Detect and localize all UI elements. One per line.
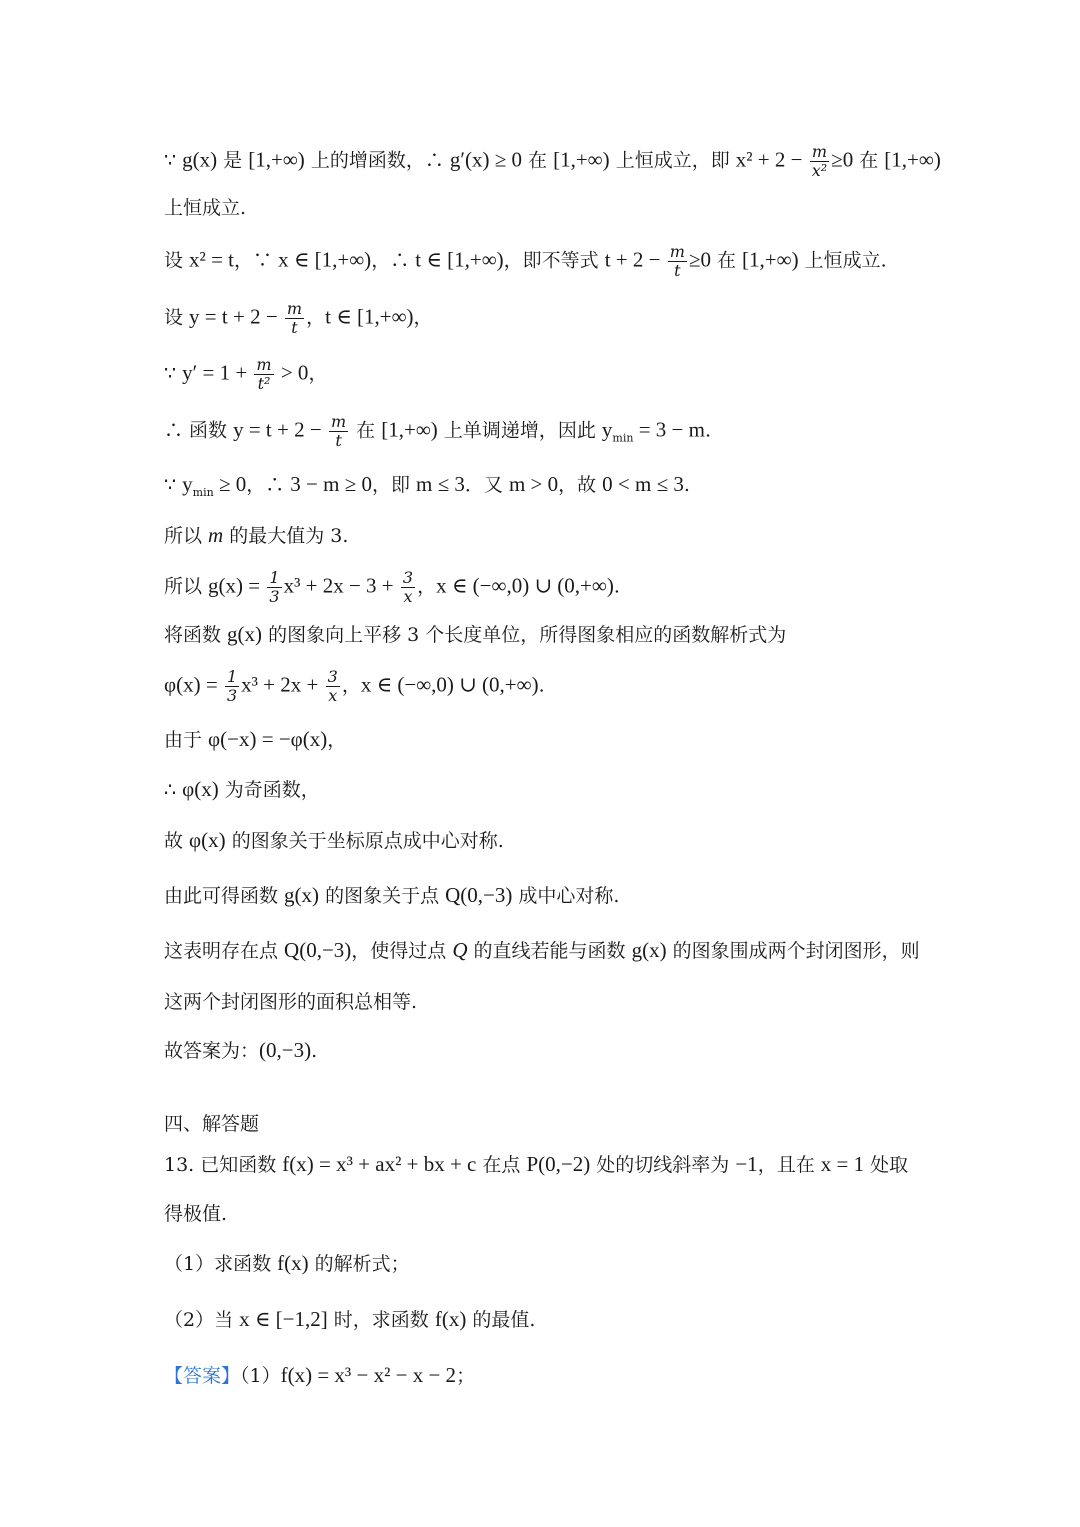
seg: 在点: [476, 1154, 527, 1176]
seg: 设: [164, 306, 190, 329]
math: y: [182, 472, 193, 496]
math: x ∈ (−∞,0) ∪ (0,+∞): [436, 573, 614, 598]
math: x³ + 2x +: [241, 672, 324, 697]
denominator: x²: [811, 161, 828, 180]
seg: 的图象向上平移 3 个长度单位，所得图象相应的函数解析式为: [262, 624, 787, 646]
fraction: [254, 356, 273, 393]
math: m: [208, 523, 224, 547]
numerator: 1: [269, 568, 280, 587]
text-line-2: [164, 194, 246, 222]
text-line-11: [164, 668, 545, 705]
question-13: [164, 1150, 908, 1179]
math: φ(x) =: [164, 672, 223, 697]
seg: ，且在: [757, 1154, 821, 1176]
seg: （1）: [240, 1365, 281, 1387]
fraction: [285, 300, 304, 337]
seg: 的解析式；: [308, 1253, 410, 1275]
math: g(x) =: [208, 573, 266, 598]
seg: ，: [308, 362, 328, 385]
numerator: m: [669, 242, 685, 261]
math: g′(x) ≥ 0: [449, 147, 522, 172]
seg: ，: [327, 729, 347, 751]
text-line-15: [164, 881, 619, 910]
seg: .: [538, 674, 545, 697]
seg: 在: [522, 149, 554, 172]
seg: 是: [217, 149, 249, 172]
math: φ(x): [189, 828, 226, 852]
section-heading: [164, 1110, 259, 1138]
seg: 时，求函数: [327, 1309, 435, 1331]
seg: 四、解答题: [164, 1113, 260, 1135]
math: Q(0,−3): [445, 883, 513, 907]
math: Q(0,−3): [284, 938, 352, 962]
seg: ∵: [164, 362, 183, 385]
seg: 这表明存在点: [164, 940, 285, 962]
seg: ，∵: [234, 249, 279, 272]
math: y′ = 1 +: [182, 360, 253, 385]
seg: 13. 已知函数: [164, 1154, 283, 1176]
text-line-10: [164, 620, 786, 649]
math: 3 − m ≥ 0: [290, 472, 372, 496]
text-line-6: [164, 413, 711, 452]
seg: 上恒成立.: [798, 249, 887, 272]
text-line-7: [164, 470, 690, 507]
math: x² + 2 −: [735, 147, 808, 172]
text-line-13: [164, 775, 320, 804]
math: m ≤ 3: [416, 472, 465, 496]
text-line-5: [164, 356, 327, 393]
text-line-8: [164, 521, 348, 550]
fraction: [225, 668, 239, 705]
seg: 处取: [864, 1154, 909, 1176]
math: φ(−x) = −φ(x): [208, 727, 328, 751]
subscript: min: [192, 485, 214, 499]
math: g(x): [631, 938, 667, 962]
seg: .: [704, 419, 712, 442]
fraction: [668, 243, 687, 280]
seg: ，: [306, 306, 326, 329]
text-line-18: [164, 1036, 317, 1065]
math: g(x): [182, 147, 218, 172]
seg: 的最值.: [466, 1309, 536, 1331]
math: f(x): [277, 1251, 309, 1275]
denominator: x: [403, 587, 413, 606]
seg: ，即不等式: [503, 249, 605, 272]
math: t ∈ [1,+∞): [415, 247, 504, 272]
seg: 由此可得函数: [164, 885, 285, 907]
numerator: m: [810, 143, 829, 162]
answer-tag: 【答案】: [164, 1365, 241, 1387]
text-line-9: [164, 569, 620, 606]
seg: ；: [456, 1365, 476, 1387]
fraction: [329, 413, 348, 450]
seg: 为奇函数，: [218, 779, 320, 801]
denominator: x: [328, 686, 338, 705]
math: [1,+∞): [884, 147, 941, 172]
denominator: t²: [257, 374, 271, 393]
math: t + 2 −: [604, 247, 666, 272]
math: ≥ 0: [213, 472, 247, 496]
math: [1,+∞): [742, 247, 799, 272]
seg: ，: [341, 674, 361, 697]
seg: 处的切线斜率为: [590, 1154, 736, 1176]
denominator: t: [335, 431, 342, 450]
numerator: 1: [226, 667, 238, 686]
seg: ∵: [164, 149, 183, 172]
math: −1: [735, 1152, 758, 1176]
math: ≥0: [831, 147, 854, 172]
math: φ(x): [182, 777, 219, 801]
seg: 故: [164, 830, 190, 852]
seg: ，使得过点: [351, 940, 453, 962]
numerator: 3: [327, 667, 338, 686]
seg: ，故: [558, 474, 603, 496]
seg: ，: [417, 575, 437, 598]
seg: 的图象关于坐标原点成中心对称.: [225, 830, 504, 852]
seg: （1）求函数: [164, 1253, 278, 1275]
seg: 上恒成立，即: [609, 149, 736, 172]
math: f(x) = x³ + ax² + bx + c: [282, 1152, 477, 1176]
seg: 这两个封闭图形的面积总相等.: [164, 991, 418, 1013]
seg: ∵: [164, 474, 183, 496]
math: m > 0: [508, 472, 559, 496]
seg: 在: [350, 419, 382, 442]
math: f(x) = x³ − x² − x − 2: [280, 1363, 457, 1387]
math: g(x): [284, 883, 320, 907]
seg: 上单调递增，因此: [437, 419, 602, 442]
seg: ，: [413, 306, 433, 329]
math: > 0: [275, 360, 309, 385]
math: x³ + 2x − 3 +: [283, 573, 399, 598]
seg: 的图象围成两个封闭图形，则: [666, 940, 920, 962]
math: g(x): [227, 622, 263, 646]
seg: 的直线若能与函数: [467, 940, 632, 962]
seg: ，即: [371, 474, 417, 496]
seg: 上恒成立.: [164, 197, 247, 219]
math: ≥0: [688, 247, 711, 272]
seg: 将函数: [164, 624, 228, 646]
question-13-part-2: [164, 1305, 535, 1334]
seg: 上的增函数，∴: [304, 149, 450, 172]
math: = 3 − m: [633, 417, 705, 442]
seg: 的图象关于点: [319, 885, 446, 907]
math: [1,+∞): [553, 147, 610, 172]
math: x² = t: [189, 247, 235, 272]
math: 0 < m ≤ 3: [602, 472, 684, 496]
seg: 在: [710, 249, 743, 272]
math: P(0,−2): [526, 1152, 591, 1176]
seg: 设: [164, 249, 190, 272]
fraction: [401, 569, 415, 606]
numerator: 3: [402, 568, 414, 587]
seg: ∴ 函数: [164, 419, 234, 442]
seg: 的最大值为 3.: [223, 525, 349, 547]
math: [1,+∞): [381, 417, 438, 442]
math: [1,+∞): [248, 147, 305, 172]
math: y = t + 2 −: [233, 417, 327, 442]
math: t ∈ [1,+∞): [325, 304, 414, 329]
seg: 成中心对称.: [512, 885, 620, 907]
seg: ，∴: [371, 249, 416, 272]
math: Q: [452, 938, 468, 962]
seg: （2）当: [164, 1309, 240, 1331]
seg: ．又: [464, 474, 509, 496]
denominator: 3: [269, 587, 280, 606]
seg: 得极值.: [164, 1203, 228, 1225]
math: x ∈ (−∞,0) ∪ (0,+∞): [360, 672, 539, 697]
fraction: [326, 668, 340, 705]
subscript: min: [612, 431, 634, 445]
math: x = 1: [820, 1152, 865, 1176]
math: x ∈ [−1,2]: [239, 1307, 328, 1331]
seg: 所以: [164, 525, 209, 547]
denominator: t: [291, 318, 298, 337]
numerator: m: [330, 412, 347, 431]
text-line-1: [164, 143, 941, 180]
math: y: [601, 417, 613, 442]
math: (0,−3): [259, 1038, 312, 1062]
denominator: t: [674, 261, 681, 280]
text-line-17: [164, 988, 417, 1016]
text-line-12: [164, 725, 346, 754]
text-line-16: [164, 936, 920, 965]
seg: .: [311, 1040, 318, 1062]
math: f(x): [434, 1307, 467, 1331]
math: y = t + 2 −: [189, 304, 283, 329]
fraction: [810, 143, 829, 180]
math: x ∈ [1,+∞): [278, 247, 372, 272]
numerator: m: [256, 355, 272, 374]
text-line-4: [164, 300, 433, 337]
question-13-cont: [164, 1200, 227, 1228]
text-line-14: [164, 826, 504, 855]
seg: 故答案为：: [164, 1040, 260, 1062]
seg: .: [683, 474, 690, 496]
seg: 由于: [164, 729, 209, 751]
text-line-3: [164, 243, 887, 280]
answer-line: [164, 1361, 475, 1390]
fraction: [267, 569, 281, 606]
numerator: m: [286, 299, 303, 318]
seg: ，∴: [246, 474, 291, 496]
denominator: 3: [226, 686, 238, 705]
seg: 所以: [164, 575, 209, 598]
seg: .: [613, 575, 620, 598]
seg: ∴: [164, 779, 183, 801]
seg: 在: [853, 149, 885, 172]
question-13-part-1: [164, 1249, 410, 1278]
